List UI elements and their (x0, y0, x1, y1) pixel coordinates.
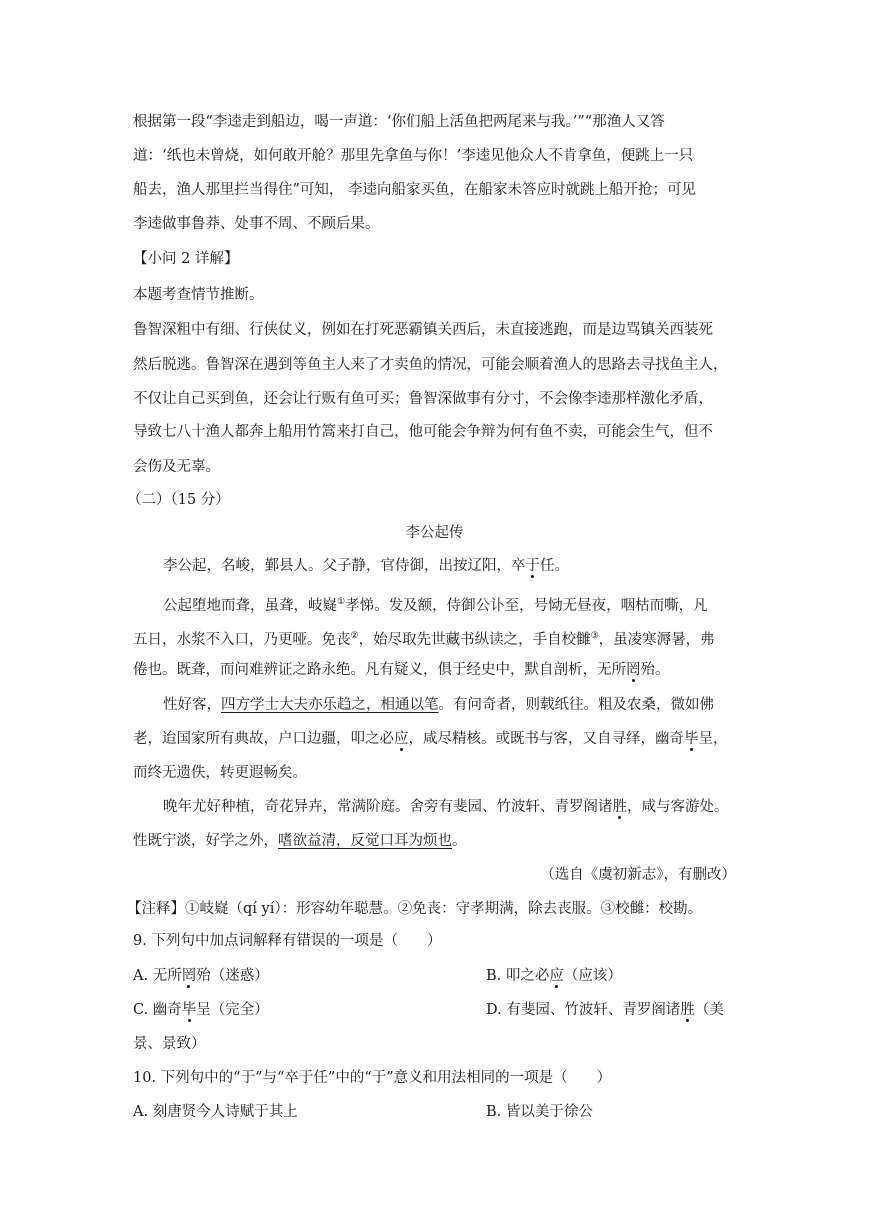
question-9-stem: 9. 下列句中加点词解释有错误的一项是（ ） (133, 933, 442, 949)
underlined-sentence: 嗜欲益清，反觉口耳为烦也 (278, 833, 452, 849)
explanation-line: 导致七八十渔人都奔上船用竹篙来打自己，他可能会争辩为何有鱼不卖，可能会生气，但不 (133, 424, 713, 440)
explanation-intro: 本题考查情节推断。 (133, 287, 264, 303)
explanation-line: 船去，渔人那里拦当得住”可知， 李逵向船家买鱼，在船家未答应时就跳上船开抢；可见 (133, 182, 697, 198)
q9-option-c: C. 幽奇毕呈（完全） (133, 1002, 269, 1018)
explanation-line: 会伤及无辜。 (133, 459, 220, 475)
passage-title: 李公起传 (405, 525, 464, 541)
passage-line: 性既宁淡，好学之外，嗜欲益清，反觉口耳为烦也。 (133, 833, 467, 849)
underlined-sentence: 四方学士大夫亦乐趋之，相通以笔 (221, 697, 439, 713)
passage-line: 而终无遗佚，转更遐畅矣。 (133, 765, 307, 781)
explanation-line: 不仅让自己买到鱼，还会让行贩有鱼可买；鲁智深做事有分寸，不会像李逵那样激化矛盾， (133, 391, 713, 407)
sub-question-heading: 【小问 2 详解】 (133, 251, 239, 267)
passage-source: （选自《虞初新志》，有删改） (540, 867, 736, 883)
passage-paragraph-1: 李公起，名峻，鄞县人。父子静，官侍御，出按辽阳，卒于任。 (163, 558, 569, 574)
passage-line: 倦也。既聋，而问难辨证之路永绝。凡有疑义，俱于经史中，默自剖析，无所罔殆。 (133, 662, 670, 678)
explanation-line: 道：‘纸也未曾烧，如何敢开舱？那里先拿鱼与你！’李逵见他众人不肯拿鱼，便跳上一只 (133, 148, 694, 164)
explanation-line: 然后脱逃。鲁智深在遇到等鱼主人来了才卖鱼的情况，可能会顺着渔人的思路去寻找鱼主人， (133, 357, 728, 373)
q9-option-a: A. 无所罔殆（迷惑） (133, 968, 269, 984)
q9-option-d: D. 有斐园、竹波轩、青罗阁诸胜（美 (486, 1002, 724, 1018)
passage-notes: 【注释】①岐嶷（qí yí）：形容幼年聪慧。②免丧：守孝期满，除去丧服。③校雠：校勘。 (127, 901, 703, 917)
passage-paragraph-2: 公起堕地而聋，虽聋，岐嶷①孝悌。发及额，侍御公讣至，号恸无昼夜，咽枯而嘶，凡 (163, 597, 708, 614)
question-10-stem: 10. 下列句中的“于”与“卒于任”中的“于”意义和用法相同的一项是（ ） (133, 1070, 612, 1086)
q10-option-b: B. 皆以美于徐公 (486, 1104, 593, 1120)
passage-line: 五日，水浆不入口，乃更哑。免丧②，始尽取先世藏书纵读之，手自校雠③，虽凌寒溽暑，弗 (133, 631, 715, 648)
explanation-line: 根据第一段“李逵走到船边，喝一声道：‘你们船上活鱼把两尾来与我。’”“那渔人又答 (133, 114, 665, 130)
explanation-line: 鲁智深粗中有细、行侠仗义，例如在打死恶霸镇关西后，未直接逃跑，而是边骂镇关西装死 (133, 322, 713, 338)
section-heading: （二）（15 分） (127, 492, 230, 508)
explanation-line: 李逵做事鲁莽、处事不周、不顾后果。 (133, 216, 380, 232)
q9-option-d-continued: 景、景致） (133, 1036, 206, 1052)
passage-paragraph-3: 性好客，四方学士大夫亦乐趋之，相通以笔。有问奇者，则载纸往。粗及农桑，微如佛 (163, 697, 714, 713)
q9-option-b: B. 叩之必应（应该） (486, 968, 622, 984)
q10-option-a: A. 刻唐贤今人诗赋于其上 (133, 1104, 298, 1120)
passage-paragraph-4: 晚年尤好种植，奇花异卉，常满阶庭。舍旁有斐园、竹波轩、青罗阁诸胜，咸与客游处。 (163, 799, 729, 815)
passage-line: 老，迨国家所有典故，户口边疆，叩之必应，咸尽精核。或既书与客，又自寻绎，幽奇毕呈， (133, 731, 728, 747)
